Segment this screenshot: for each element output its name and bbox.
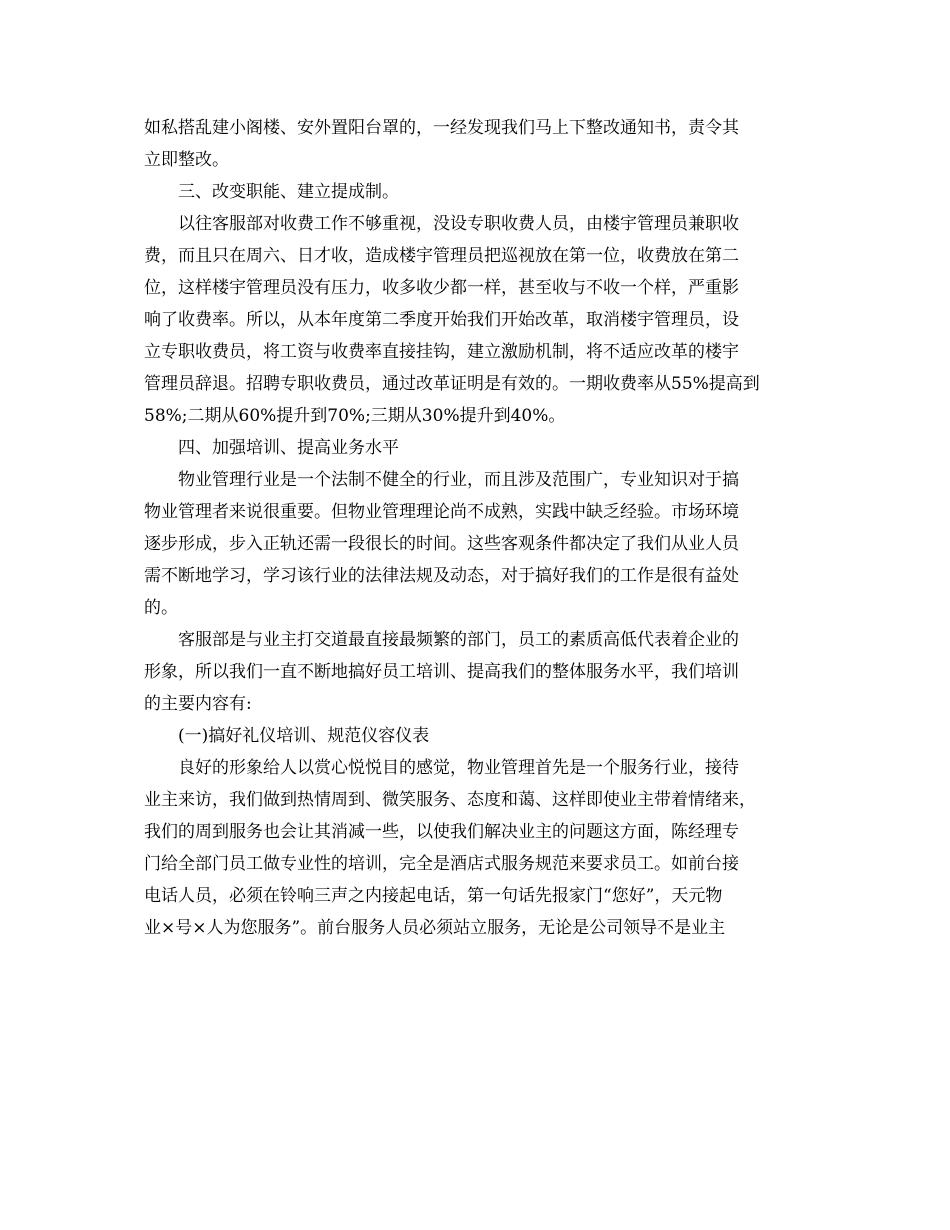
document-page [144, 112, 810, 944]
body-line: 的。 [144, 598, 178, 618]
section-heading: 四、加强培训、提高业务水平 [178, 438, 399, 458]
body-line: 立即整改。 [144, 150, 229, 170]
body-line: 我们的周到服务也会让其消减一些，以使我们解决业主的问题这方面，陈经理专 [144, 822, 739, 842]
body-line: 的主要内容有: [144, 694, 252, 714]
body-line: 立专职收费员，将工资与收费率直接挂钩，建立激励机制，将不适应改革的楼宇 [144, 342, 739, 362]
body-line: 响了收费率。所以，从本年度第二季度开始我们开始改革，取消楼宇管理员，设 [144, 310, 739, 330]
body-line: 逐步形成，步入正轨还需一段很长的时间。这些客观条件都决定了我们从业人员 [144, 534, 739, 554]
body-line: 客服部是与业主打交道最直接最频繁的部门，员工的素质高低代表着企业的 [178, 630, 739, 650]
body-line: 电话人员，必须在铃响三声之内接起电话，第一句话先报家门“您好”，天元物 [144, 886, 723, 906]
body-line: 58%;二期从60%提升到70%;三期从30%提升到40%。 [144, 406, 566, 426]
body-line: 管理员辞退。招聘专职收费员，通过改革证明是有效的。一期收费率从55%提高到 [144, 374, 760, 394]
body-line: 门给全部门员工做专业性的培训，完全是酒店式服务规范来要求员工。如前台接 [144, 854, 739, 874]
body-line: 需不断地学习，学习该行业的法律法规及动态，对于搞好我们的工作是很有益处 [144, 566, 739, 586]
body-line: 如私搭乱建小阁楼、安外置阳台罩的，一经发现我们马上下整改通知书，责令其 [144, 118, 739, 138]
subsection-heading: (一)搞好礼仪培训、规范仪容仪表 [178, 726, 430, 746]
body-line: 物业管理者来说很重要。但物业管理理论尚不成熟，实践中缺乏经验。市场环境 [144, 502, 739, 522]
body-line: 形象，所以我们一直不断地搞好员工培训、提高我们的整体服务水平，我们培训 [144, 662, 739, 682]
section-heading: 三、改变职能、建立提成制。 [178, 182, 399, 202]
body-line: 费，而且只在周六、日才收，造成楼宇管理员把巡视放在第一位，收费放在第二 [144, 246, 739, 266]
body-line: 良好的形象给人以赏心悦悦目的感觉，物业管理首先是一个服务行业，接待 [178, 758, 739, 778]
body-line: 物业管理行业是一个法制不健全的行业，而且涉及范围广，专业知识对于搞 [178, 470, 739, 490]
body-line: 以往客服部对收费工作不够重视，没设专职收费人员，由楼宇管理员兼职收 [178, 214, 739, 234]
body-line: 业主来访，我们做到热情周到、微笑服务、态度和蔼、这样即使业主带着情绪来， [144, 790, 756, 810]
body-line: 位，这样楼宇管理员没有压力，收多收少都一样，甚至收与不收一个样，严重影 [144, 278, 739, 298]
body-line: 业×号×人为您服务”。前台服务人员必须站立服务，无论是公司领导不是业主 [144, 918, 726, 938]
